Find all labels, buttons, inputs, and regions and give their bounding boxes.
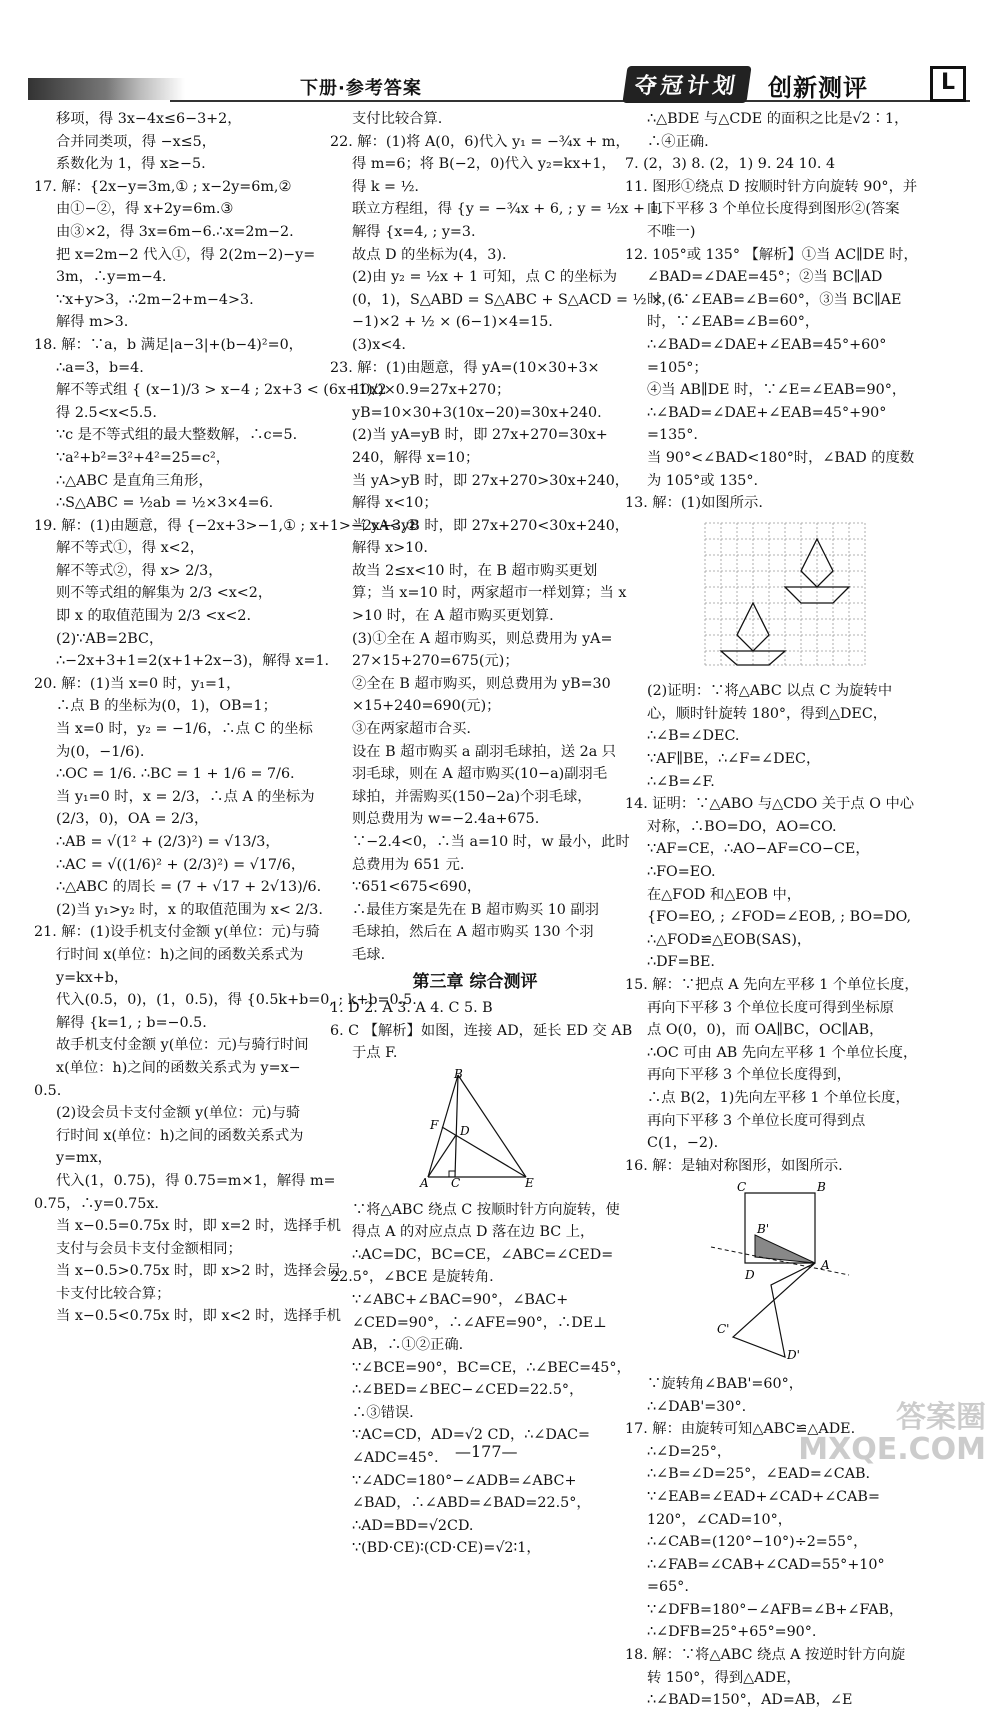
text-line: 得 2.5<x<5.5. (56, 404, 157, 421)
brand-logo: 夺冠计划 (622, 66, 751, 103)
text-line: 解不等式②，得 x> 2/3， (56, 562, 223, 579)
text-line: =65°. (647, 1579, 689, 1596)
text-line: 由③×2，得 3x=6m−6.∴x=2m−2. (56, 223, 294, 240)
text-line: ∴最佳方案是先在 B 超市购买 10 副羽 (352, 901, 600, 918)
text-line: 代入(1，0.75)，得 0.75=m×1，解得 m= (56, 1172, 336, 1189)
text-line: 19. 解：(1)由题意，得 {−2x+3>−1,① ; x+1>−2x+3,② (34, 517, 419, 534)
watermark-line: 答案圈 (896, 1400, 986, 1435)
text-line: 故点 D 的坐标为(4，3). (352, 246, 507, 263)
text-line: =105°； (647, 359, 708, 376)
text-line: 则总费用为 w=−2.4a+675. (352, 811, 540, 828)
text-line: 总费用为 651 元. (352, 856, 465, 873)
text-line: ∴∠BAD=150°，AD=AB，∠E (647, 1692, 853, 1709)
text-line: ∵∠DFB=180°−∠AFB=∠B+∠FAB， (647, 1601, 904, 1618)
text-line: 行时间 x(单位：h)之间的函数关系式为 (56, 1127, 304, 1144)
text-line: ∴△BDE 与△CDE 的面积之比是√2∶1， (647, 111, 909, 127)
chapter-answers-1-6 (330, 997, 633, 1065)
text-line: 当 x−0.5=0.75x 时，即 x=2 时，选择手机 (56, 1218, 341, 1235)
text-line: 则不等式组的解集为 2/3 <x<2， (56, 585, 273, 602)
text-line: 算；当 x=10 时，两家超市一样划算；当 x (352, 585, 627, 602)
text-line: ∴∠BED=∠BEC−∠CED=22.5°， (352, 1382, 584, 1399)
text-line: ∴AB = √(1² + (2/3)²) = √13/3， (56, 834, 280, 850)
text-line: 设在 B 超市购买 a 副羽毛球拍，送 2a 只 (352, 743, 617, 760)
text-line: 当 y₁=0 时，x = 2/3，∴点 A 的坐标为 (56, 788, 315, 805)
text-line: ∴S△ABC = ½ab = ½×3×4=6. (56, 495, 274, 512)
text-line: 为(0，−1/6). (56, 743, 145, 760)
text-line: 7. (2，3) 8. (2，1) 9. 24 10. 4 (625, 156, 836, 173)
answer-6-explanation (330, 1199, 631, 1561)
text-line: 当 yA>yB 时，即 27x+270>30x+240， (352, 472, 630, 489)
text-line: ∴−2x+3+1=2(x+1+2x−3)，解得 x=1. (56, 653, 330, 670)
text-line: ∴AC=DC，BC=CE，∠ABC=∠CED= (352, 1246, 614, 1263)
fig16-label-a: A (821, 1258, 830, 1273)
text-line: 11. 图形①绕点 D 按顺时针方向旋转 90°，并 (625, 178, 918, 195)
text-line: 于点 F. (352, 1045, 398, 1062)
text-line: ∴OC 可由 AB 先向左平移 1 个单位长度， (647, 1044, 918, 1061)
text-line: ∴∠DFB=25°+65°=90°. (647, 1624, 817, 1641)
text-line: ∴a=3，b=4. (56, 359, 144, 376)
text-line: =135°. (647, 427, 698, 444)
text-line: 再向下平移 3 个单位长度可得到点 (647, 1112, 866, 1129)
text-line: ∴∠B=∠DEC. (647, 728, 740, 745)
text-line: ×15+240=690(元)； (352, 698, 501, 715)
text-line: 22. 解：(1)将 A(0，6)代入 y₁ = −¾x + m， (330, 133, 630, 150)
answers-7-13 (625, 108, 955, 515)
text-line: 系数化为 1，得 x≥−5. (56, 156, 206, 173)
text-line: 240，解得 x=10； (352, 449, 480, 466)
text-line: 10x)×0.9=27x+270； (352, 382, 511, 399)
text-line: ∵∠ABC+∠BAC=90°，∠BAC+ (352, 1291, 569, 1308)
text-line: 3m，∴y=m−4. (56, 269, 167, 286)
text-line: ∵AF∥BE，∴∠F=∠DEC， (647, 751, 821, 768)
text-line: 行时间 x(单位：h)之间的函数关系式为 (56, 946, 304, 963)
triangle-figure-q6 (330, 1066, 620, 1190)
text-line: 支付比较合算. (352, 111, 443, 127)
text-line: ∴△ABC 的周长 = (7 + √17 + 2√13)/6. (56, 879, 322, 896)
text-line: 0.75，∴y=0.75x. (34, 1195, 159, 1212)
grade-badge: L (930, 66, 966, 102)
text-line: 羽毛球，则在 A 超市购买(10−a)副羽毛 (352, 766, 608, 783)
text-line: C(1，−2). (647, 1135, 719, 1152)
text-line: ∵∠ADC=180°−∠ADB=∠ABC+ (352, 1472, 577, 1489)
text-line: 心，顺时针旋转 180°，得到△DEC， (647, 705, 888, 722)
text-line: yB=10×30+3(10x−20)=30x+240. (352, 404, 602, 421)
text-line: 23. 解：(1)由题意，得 yA=(10×30+3× (330, 359, 600, 376)
text-line: 得点 A 的对应点点 D 落在边 BC 上， (352, 1224, 595, 1241)
text-line: 1. D 2. A 3. A 4. C 5. B (330, 1000, 493, 1017)
text-line: 解得 {k=1, ; b=−0.5. (56, 1014, 207, 1031)
text-line: >10 时，在 A 超市购买更划算. (352, 608, 554, 625)
answers-13-16 (625, 680, 955, 1177)
fig6-label-b: B (454, 1066, 463, 1081)
text-line: 得 k = ½. (352, 178, 419, 195)
text-line: ∴③错误. (352, 1404, 414, 1421)
header-title: 下册·参考答案 (300, 78, 422, 99)
text-line: ∴∠BAD=∠DAE+∠EAB=45°+60° (647, 336, 887, 353)
text-line: 故当 2≤x<10 时，在 B 超市购买更划 (352, 562, 598, 579)
text-line: ∵AC=CD，AD=√2 CD，∴∠DAC= (352, 1427, 591, 1444)
text-line: 即 x 的取值范围为 2/3 <x<2. (56, 608, 251, 625)
fig16-label-bprime: B' (757, 1222, 770, 1237)
text-line: 对称，∴BO=DO，AO=CO. (647, 818, 837, 835)
text-line: 移项，得 3x−4x≤6−3+2， (56, 111, 242, 127)
text-line: 毛球拍，然后在 A 超市购买 130 个羽 (352, 924, 594, 941)
text-line: (2)当 yA=yB 时，即 27x+270=30x+ (352, 427, 608, 444)
text-line: ∴△ABC 是直角三角形， (56, 472, 213, 489)
text-line: 当 90°<∠BAD<180°时，∠BAD 的度数 (647, 449, 915, 466)
text-line: 得 m=6；将 B(−2，0)代入 y₂=kx+1， (352, 156, 616, 173)
fig16-label-c: C (737, 1180, 747, 1195)
text-line: x(单位：h)之间的函数关系式为 y=x− (56, 1059, 301, 1076)
text-line: ∵∠EAB=∠EAD+∠CAD+∠CAB= (647, 1488, 880, 1505)
text-line: (2)设会员卡支付金额 y(单位：元)与骑 (56, 1105, 301, 1122)
text-line: ∵−2.4<0，∴当 a=10 时，w 最小，此时 (352, 834, 630, 850)
text-line: ∴OC = 1/6. ∴BC = 1 + 1/6 = 7/6. (56, 766, 295, 783)
text-line: ∴DF=BE. (647, 954, 715, 971)
text-line: 支付与会员卡支付金额相同； (56, 1240, 242, 1257)
text-line: ∵c 是不等式组的最大整数解，∴c=5. (56, 427, 298, 444)
fig6-label-a: A (420, 1175, 429, 1190)
text-line: 120°，∠CAD=10°， (647, 1511, 793, 1528)
fig16-label-d: D (745, 1268, 755, 1283)
text-line: 14. 证明：∵△ABO 与△CDO 关于点 O 中心 (625, 796, 915, 813)
text-line: ∵旋转角∠BAB'=60°， (647, 1375, 804, 1392)
text-line: ∵将△ABC 绕点 C 按顺时针方向旋转，使 (352, 1201, 620, 1218)
text-line: 15. 解：∵把点 A 先向左平移 1 个单位长度， (625, 977, 919, 993)
text-line: 向下平移 3 个单位长度得到图形②(答案 (647, 201, 900, 218)
text-line: ∠ADC=45°. (352, 1450, 439, 1467)
text-line: 21. 解：(1)设手机支付金额 y(单位：元)与骑 (34, 924, 320, 941)
text-line: 时，∵∠EAB=∠B=60°，③当 BC∥AE (647, 291, 902, 308)
text-line: 27×15+270=675(元)； (352, 653, 519, 670)
text-line: 联立方程组，得 {y = −¾x + 6, ; y = ½x + 1. (352, 201, 664, 218)
text-line: 12. 105°或 135° 【解析】①当 AC∥DE 时， (625, 246, 918, 263)
text-line: ∵651<675<690， (352, 879, 482, 896)
text-line: 22.5°，∠BCE 是旋转角. (330, 1269, 494, 1286)
column-right (625, 108, 955, 1712)
text-line: 再向下平移 3 个单位长度可得到坐标原 (647, 999, 894, 1016)
fig6-label-e: E (525, 1175, 534, 1190)
text-line: ∴∠D=25°， (647, 1443, 732, 1460)
text-line: ③在两家超市合买. (352, 721, 471, 738)
text-line: (0，1)，S△ABD = S△ABC + S△ACD = ½ × (6 (352, 291, 683, 308)
fig16-label-dprime: D' (787, 1348, 800, 1363)
fig16-label-b: B (817, 1180, 826, 1195)
text-line: ∠BAD=∠DAE=45°；②当 BC∥AD (647, 269, 883, 286)
text-line: ∴④正确. (647, 133, 709, 150)
text-line: ∴∠BAD=∠DAE+∠EAB=45°+90° (647, 404, 887, 421)
text-line: ∴∠DAB'=30°. (647, 1398, 747, 1415)
text-line: 不唯一) (647, 223, 696, 240)
brand-subtitle: 创新测评 (768, 74, 868, 102)
text-line: 由①−②，得 x+2y=6m.③ (56, 201, 234, 218)
text-line: ∴AD=BD=√2CD. (352, 1517, 474, 1534)
fig16-label-cprime: C' (717, 1322, 730, 1337)
text-line: ∴点 B(2，1)先向左平移 1 个单位长度， (647, 1089, 910, 1106)
text-line: ∴AC = √((1/6)² + (2/3)²) = √17/6， (56, 856, 306, 873)
text-line: ∵AF=CE，∴AO−AF=CO−CE， (647, 841, 870, 858)
text-line: 当 x−0.5<0.75x 时，即 x<2 时，选择手机 (56, 1308, 341, 1325)
text-line: 18. 解：∵将△ABC 绕点 A 按逆时针方向旋 (625, 1647, 906, 1664)
text-line: {FO=EO, ; ∠FOD=∠EOB, ; BO=DO, (647, 909, 912, 926)
text-line: 解得 x<10； (352, 495, 438, 512)
text-line: 17. 解：由旋转可知△ABC≌△ADE. (625, 1421, 856, 1438)
text-line: 故手机支付金额 y(单位：元)与骑行时间 (56, 1037, 309, 1054)
text-line: ∵x+y>3，∴2m−2+m−4>3. (56, 291, 254, 308)
grid-figure-q13 (625, 519, 955, 669)
text-line: 20. 解：(1)当 x=0 时，y₁=1， (34, 675, 241, 692)
text-line: 合并同类项，得 −x≤5， (56, 133, 217, 150)
text-line: (2)当 y₁>y₂ 时，x 的取值范围为 x< 2/3. (56, 901, 323, 918)
text-line: 球拍，并需购买(150−2a)个羽毛球， (352, 788, 592, 805)
text-line: ∴点 B 的坐标为(0，1)，OB=1； (56, 698, 277, 715)
text-line: 当 yA<yB 时，即 27x+270<30x+240， (352, 517, 630, 534)
text-line: (2)证明：∵将△ABC 以点 C 为旋转中 (647, 683, 893, 700)
text-line: ∵∠BCE=90°，BC=CE，∴∠BEC=45°， (352, 1359, 631, 1376)
text-line: ∵(BD·CE)∶(CD·CE)=√2∶1， (352, 1540, 541, 1557)
text-line: 13. 解：(1)如图所示. (625, 495, 763, 512)
text-line: 时，∵∠EAB=∠B=60°， (647, 314, 820, 331)
text-line: (3)x<4. (352, 336, 406, 353)
text-line: 当 x=0 时，y₂ = −1/6，∴点 C 的坐标 (56, 721, 313, 738)
text-line: (2)由 y₂ = ½x + 1 可知，点 C 的坐标为 (352, 269, 618, 286)
text-line: y=mx， (56, 1150, 112, 1167)
text-line: y=kx+b， (56, 969, 129, 986)
text-line: 为 105°或 135°. (647, 472, 759, 489)
text-line: 解得 m>3. (56, 314, 129, 331)
text-line: 16. 解：是轴对称图形，如图所示. (625, 1157, 843, 1174)
text-line: AB，∴①②正确. (352, 1337, 464, 1354)
text-line: ②全在 B 超市购买，则总费用为 yB=30 (352, 675, 611, 692)
text-line: 解得 x>10. (352, 540, 428, 557)
text-line: ∠CED=90°，∴∠AFE=90°，∴DE⊥ (352, 1314, 607, 1331)
text-line: 解不等式组 { (x−1)/3 > x−4 ; 2x+3 < (6x+1)/2 (56, 382, 387, 399)
text-line: 18. 解：∵a，b 满足|a−3|+(b−4)²=0， (34, 336, 303, 353)
text-line: (2/3，0)，OA = 2/3， (56, 811, 209, 828)
text-line: ∠BAD，∴∠ABD=∠BAD=22.5°， (352, 1495, 591, 1512)
text-line: 转 150°，得到△ADE， (647, 1669, 801, 1686)
text-line: 在△FOD 和△EOB 中， (647, 886, 802, 903)
watermark-url: MXQE.COM (798, 1432, 986, 1467)
text-line: 当 x−0.5>0.75x 时，即 x>2 时，选择会员 (56, 1263, 341, 1280)
text-line: −1)×2 + ½ × (6−1)×4=15. (352, 314, 553, 331)
text-line: 解得 {x=4, ; y=3. (352, 223, 476, 240)
text-line: ∵a²+b²=3²+4²=25=c²， (56, 449, 231, 466)
text-line: 解不等式①，得 x<2， (56, 540, 205, 557)
rotation-figure-q16 (625, 1181, 955, 1361)
text-line: 代入(0.5，0)，(1，0.5)，得 {0.5k+b=0, ; k+b=0.5. (56, 992, 417, 1009)
text-line: (3)①全在 A 超市购买，则总费用为 yA= (352, 630, 613, 647)
text-line: ∴∠B=∠D=25°，∠EAD=∠CAB. (647, 1466, 871, 1483)
watermark (798, 1402, 986, 1466)
text-line: ∴△FOD≌△EOB(SAS)， (647, 931, 812, 948)
fig6-label-c: C (451, 1175, 461, 1190)
text-line: 把 x=2m−2 代入①，得 2(2m−2)−y= (56, 246, 316, 263)
text-line: 点 O(0，0)，而 OA∥BC，OC∥AB， (647, 1022, 884, 1039)
text-line: 再向下平移 3 个单位长度得到， (647, 1067, 852, 1084)
text-line: 17. 解：{2x−y=3m,① ; x−2y=6m,② (34, 178, 292, 195)
fig6-label-d: D (460, 1123, 470, 1138)
fig6-label-f: F (430, 1117, 439, 1132)
text-line: ∴∠FAB=∠CAB+∠CAD=55°+10° (647, 1556, 885, 1573)
chapter-title: 第三章 综合测评 (412, 971, 538, 992)
text-line: 卡支付比较合算； (56, 1285, 171, 1302)
text-line: 0.5. (34, 1082, 62, 1099)
page-header (0, 0, 1000, 104)
text-line: 6. C 【解析】如图，连接 AD，延长 ED 交 AB (330, 1022, 633, 1039)
text-line: ④当 AB∥DE 时，∵∠E=∠EAB=90°， (647, 382, 907, 399)
text-line: ∴∠B=∠F. (647, 773, 715, 790)
text-line: ∴∠CAB=(120°−10°)÷2=55°， (647, 1534, 868, 1551)
page-number: —177— (455, 1442, 518, 1461)
text-line: ∴FO=EO. (647, 864, 716, 881)
text-line: (2)∵AB=2BC， (56, 630, 164, 647)
text-line: 毛球. (352, 946, 386, 963)
